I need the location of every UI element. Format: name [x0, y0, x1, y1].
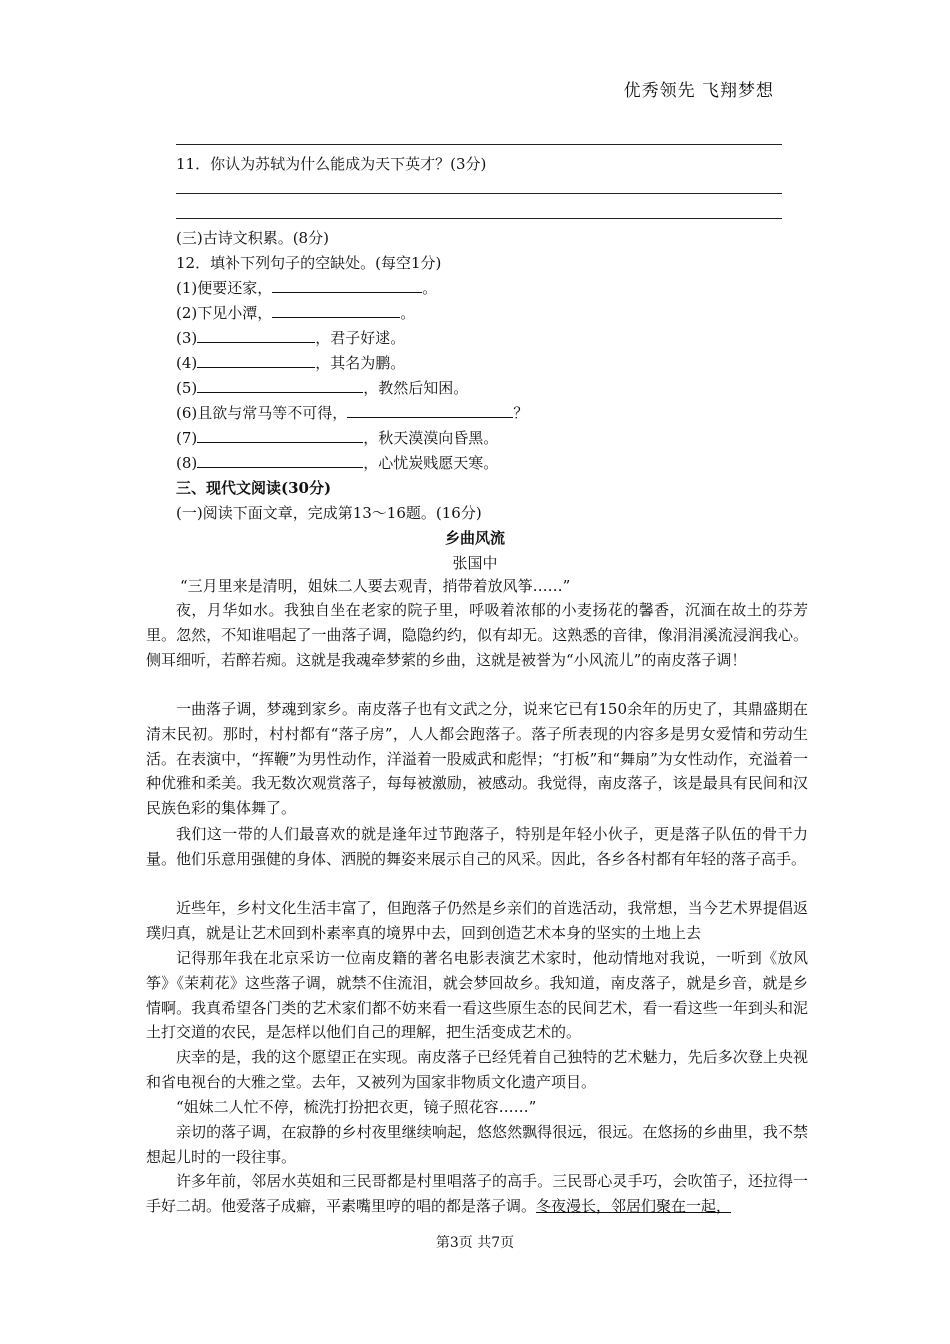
fill-item-prefix: (8) [176, 454, 198, 472]
part-3-heading: 三、现代文阅读(30分) [176, 479, 332, 497]
article-paragraph-4: 我们这一带的人们最喜欢的就是逢年过节跑落子，特别是年轻小伙子，更是落子队伍的骨干力量。他们乐意用强健的身体、洒脱的舞姿来展示自己的风采。因此，各乡各村都有年轻的落子高手。 [146, 825, 808, 868]
article-paragraph-3: 一曲落子调，梦魂到家乡。南皮落子也有文武之分，说来它已有150余年的历史了，其鼎盛期在清末民初。那时，村村都有“落子房”，人人都会跑落子。落子所表现的内容多是男女爱情和劳动生活。在表演中，“挥鞭”为男性动作，洋溢着一股威武和彪悍；“打板”和“舞扇”为女性动作，充溢着一种优雅和柔美。我无数次观赏落子，每每被激励，被感动。我觉得，南皮落子，该是最具有民间和汉民族色彩的集体舞了。 [146, 700, 808, 818]
header-slogan: 优秀领先 飞翔梦想 [623, 81, 774, 101]
fill-item-suffix: 。 [422, 279, 438, 297]
answer-line [176, 218, 782, 219]
question-11: 11．你认为苏轼为什么能成为天下英才？(3分) [176, 155, 487, 173]
page-number: 第3页 共7页 [435, 1235, 515, 1251]
fill-item-8 [176, 452, 498, 473]
fill-item-prefix: (4) [176, 354, 198, 372]
fill-blank[interactable] [197, 378, 363, 393]
article-paragraph-5: 近些年，乡村文化生活丰富了，但跑落子仍然是乡亲们的首选活动，我常想，当今艺术界提倡返璞归真，就是让艺术回到朴素率真的境界中去，回到创造艺术本身的坚实的土地上去 [146, 899, 808, 942]
fill-item-prefix: (6)且欲与常马等不可得， [176, 404, 348, 422]
answer-line [176, 144, 782, 145]
section-3-heading: (三)古诗文积累。(8分) [176, 229, 329, 247]
fill-item-suffix: ，心忧炭贱愿天寒。 [363, 454, 499, 472]
fill-item-prefix: (3) [176, 329, 198, 347]
fill-item-prefix: (7) [176, 429, 198, 447]
article-paragraph-8: “姐妹二人忙不停，梳洗打扮把衣更，镜子照花容……” [176, 1098, 537, 1116]
article-paragraph-2: 夜，月华如水。我独自坐在老家的院子里，呼吸着浓郁的小麦扬花的馨香，沉湎在故土的芬芳里。忽然，不知谁唱起了一曲落子调，隐隐约约，似有却无。这熟悉的音律，像涓涓溪流浸润我心。侧耳细听，若醉若痴。这就是我魂牵梦萦的乡曲，这就是被誉为“小风流儿”的南皮落子调！ [146, 601, 808, 669]
fill-item-suffix: ，其名为鹏。 [315, 354, 406, 372]
fill-item-prefix: (2)下见小潭， [176, 304, 273, 322]
fill-blank[interactable] [197, 428, 363, 443]
fill-item-6 [176, 402, 528, 423]
fill-item-suffix: ，君子好逑。 [315, 329, 406, 347]
article-title: 乡曲风流 [444, 529, 505, 547]
fill-item-5 [176, 377, 468, 398]
fill-item-2 [176, 302, 415, 323]
fill-blank[interactable] [197, 328, 315, 343]
article-paragraph-9: 亲切的落子调，在寂静的乡村夜里继续响起，悠悠然飘得很远，很远。在悠扬的乡曲里，我不禁想起儿时的一段往事。 [146, 1123, 808, 1166]
article-paragraph-1: “三月里来是清明，姐妹二人要去观青，捎带着放风筝……” [180, 577, 571, 595]
fill-item-1 [176, 277, 437, 298]
fill-blank[interactable] [347, 403, 513, 418]
article-paragraph-10 [146, 1169, 808, 1219]
reading-instruction: (一)阅读下面文章，完成第13～16题。(16分) [176, 504, 482, 522]
fill-item-suffix: ，秋天漠漠向昏黑。 [363, 429, 499, 447]
fill-item-prefix: (1)便要还家， [176, 279, 273, 297]
fill-item-suffix: 。 [400, 304, 416, 322]
fill-item-suffix: ，教然后知困。 [363, 379, 469, 397]
article-paragraph-text: 许多年前，邻居水英姐和三民哥都是村里唱落子的高手。三民哥心灵手巧，会吹笛子，还拉得一手好二胡。他爱落子成癖，平素嘴里哼的唱的都是落子调。 [146, 1172, 808, 1215]
fill-blank[interactable] [272, 278, 422, 293]
article-paragraph-7: 庆幸的是，我的这个愿望正在实现。南皮落子已经凭着自己独特的艺术魅力，先后多次登上央视和省电视台的大雅之堂。去年，又被列为国家非物质文化遗产项目。 [146, 1048, 808, 1091]
fill-blank[interactable] [197, 353, 315, 368]
fill-item-suffix: ？ [513, 404, 529, 422]
underlined-sentence: 冬夜漫长，邻居们聚在一起， [536, 1196, 732, 1215]
answer-line [176, 193, 782, 194]
fill-item-prefix: (5) [176, 379, 198, 397]
article-paragraph-6: 记得那年我在北京采访一位南皮籍的著名电影表演艺术家时，他动情地对我说，一听到《放风筝》《茉莉花》这些落子调，就禁不住流泪，就会梦回故乡。我知道，南皮落子，就是乡音，就是乡情啊。我真希望各门类的艺术家们都不妨来看一看这些原生态的民间艺术，看一看这些一年到头和泥土打交道的农民，是怎样以他们自己的理解，把生活变成艺术的。 [146, 949, 808, 1042]
fill-item-3 [176, 327, 405, 348]
question-12: 12．填补下列句子的空缺处。(每空1分) [176, 254, 442, 272]
fill-item-4 [176, 352, 405, 373]
fill-blank[interactable] [197, 453, 363, 468]
fill-item-7 [176, 427, 498, 448]
fill-blank[interactable] [272, 303, 400, 318]
article-author: 张国中 [452, 554, 498, 572]
